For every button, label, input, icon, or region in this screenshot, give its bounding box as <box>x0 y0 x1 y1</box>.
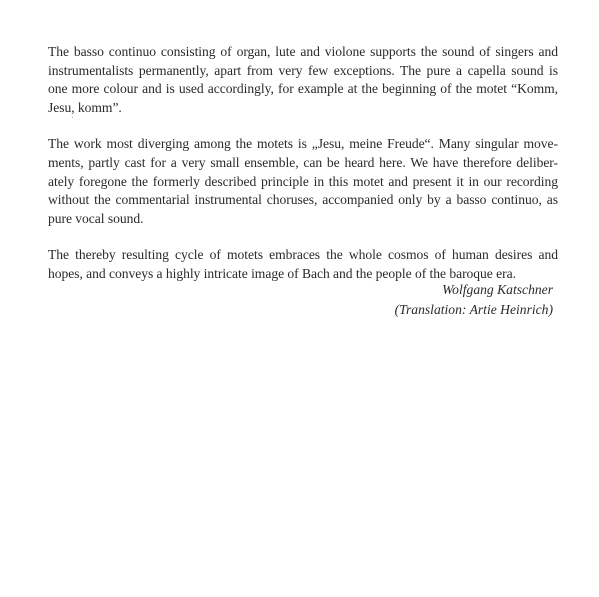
paragraph-1 <box>48 43 558 117</box>
signature-block <box>395 280 553 320</box>
text-line: one more colour and is used accordingly, for example at the beginning of the motet “Komm, <box>48 81 558 97</box>
text-line: without the commentarial instrumental choruses, accompanied only by a basso continuo, as <box>48 192 558 208</box>
body-text <box>48 43 558 302</box>
paragraph-3 <box>48 246 558 283</box>
text-line: The work most diverging among the motets is „Jesu, meine Freude“. Many singular move- <box>48 136 558 152</box>
text-line: pure vocal sound. <box>48 210 144 226</box>
paragraph-2 <box>48 135 558 228</box>
text-line: instrumentalists permanently, apart from very few exceptions. The pure a capella sound is <box>48 62 558 78</box>
author-name: Wolfgang Katschner <box>442 282 553 297</box>
text-line: Jesu, komm”. <box>48 99 122 115</box>
text-line: ately foregone the formerly described principle in this motet and present it in our recording <box>48 173 558 189</box>
text-line: The basso continuo consisting of organ, lute and violone supports the sound of singers and <box>48 44 558 59</box>
text-line: hopes, and conveys a highly intricate image of Bach and the people of the baroque era. <box>48 265 516 281</box>
text-line: The thereby resulting cycle of motets embraces the whole cosmos of human desires and <box>48 247 558 263</box>
text-line: ments, partly cast for a very small ensemble, can be heard here. We have therefore deliber- <box>48 154 558 170</box>
translation-credit: (Translation: Artie Heinrich) <box>394 302 553 317</box>
